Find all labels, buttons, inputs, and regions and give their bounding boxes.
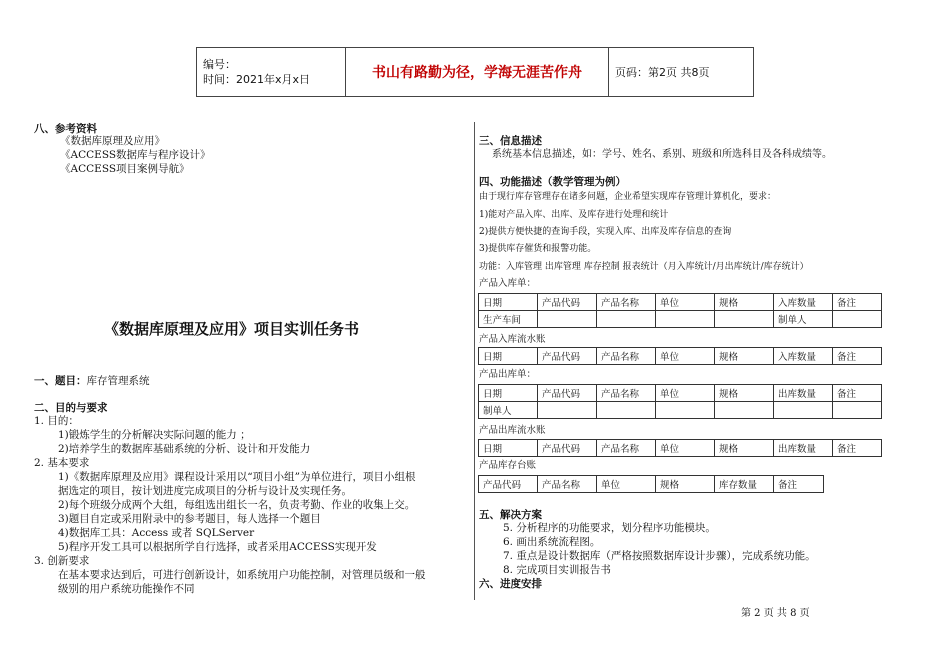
- table-cell: 产品名称: [597, 440, 656, 457]
- table-cell: [597, 402, 656, 419]
- paragraph: 据选定的项目，按计划进度完成项目的分析与设计及实现任务。: [58, 485, 352, 497]
- time-label: 时间：2021年x月x日: [203, 73, 311, 86]
- paragraph: 功能：入库管理 出库管理 库存控制 报表统计（月入库统计/月出库统计/库存统计）: [479, 262, 809, 272]
- table-cell: 产品代码: [538, 294, 597, 311]
- table-cell: 备注: [833, 385, 882, 402]
- table-caption: 产品入库单：: [479, 278, 537, 289]
- table-cell: 单位: [656, 440, 715, 457]
- table-cell: [538, 311, 597, 328]
- table-cell: 制单人: [774, 311, 833, 328]
- section-8-title: 八、参考资料: [34, 123, 97, 135]
- table-cell: 库存数量: [715, 476, 774, 493]
- paragraph: 4)数据库工具：Access 或者 SQLServer: [58, 527, 255, 539]
- document-title: 《数据库原理及应用》项目实训任务书: [104, 320, 360, 338]
- table-cell: 入库数量: [774, 294, 833, 311]
- table-cell: 出库数量: [774, 440, 833, 457]
- column-divider: [474, 122, 475, 600]
- paragraph: 由于现行库存管理存在诸多问题，企业希望实现库存管理计算机化，要求：: [479, 192, 777, 202]
- paragraph: 1)能对产品入库、出库、及库存进行处理和统计: [479, 210, 669, 220]
- table-caption: 产品出库单：: [479, 369, 537, 380]
- table-cell: 产品名称: [538, 476, 597, 493]
- reference-item: 《ACCESS项目案例导航》: [60, 163, 190, 175]
- reference-item: 《ACCESS数据库与程序设计》: [60, 149, 211, 161]
- number-label: 编号：: [203, 58, 236, 71]
- paragraph: 5. 分析程序的功能要求，划分程序功能模块。: [503, 522, 716, 534]
- paragraph: 1)锻炼学生的分析解决实际问题的能力 ；: [58, 429, 251, 441]
- table-cell: 产品名称: [597, 348, 656, 365]
- paragraph: 1)《数据库原理及应用》课程设计采用以“项目小组”为单位进行，项目小组根: [58, 471, 416, 483]
- page-footer: 第 2 页 共 8 页: [741, 608, 810, 619]
- table-cell: 单位: [656, 294, 715, 311]
- table-row: [479, 294, 882, 311]
- paragraph: 8. 完成项目实训报告书: [503, 564, 611, 576]
- table-cell: [597, 311, 656, 328]
- section-3-text: 系统基本信息描述，如：学号、姓名、系别、班级和所选科目及各科成绩等。: [492, 149, 832, 160]
- paragraph: 2)每个班级分成两个大组，每组选出组长一名，负责考勤、作业的收集上交。: [58, 499, 416, 511]
- table-cell: 规格: [715, 385, 774, 402]
- paragraph: 1. 目的：: [34, 415, 79, 427]
- inventory-ledger-table: [478, 475, 824, 493]
- table-cell: 规格: [715, 348, 774, 365]
- table-cell: 产品代码: [538, 385, 597, 402]
- section-5-title: 五、解决方案: [479, 509, 542, 521]
- table-cell: 规格: [656, 476, 715, 493]
- paragraph: 3)题目自定或采用附录中的参考题目，每人选择一个题目: [58, 513, 321, 525]
- table-cell: [538, 402, 597, 419]
- section-1-value: 库存管理系统: [86, 375, 150, 387]
- table-cell: 日期: [479, 294, 538, 311]
- page-label: 页码：第2页 共8页: [609, 48, 754, 97]
- paragraph: 级别的用户系统功能操作不同: [58, 583, 195, 595]
- motto: 书山有路勤为径，学海无涯苦作舟: [346, 48, 609, 97]
- section-2-title: 二、目的与要求: [34, 402, 108, 414]
- table-cell: [715, 402, 774, 419]
- table-cell: 日期: [479, 348, 538, 365]
- paragraph: 2)提供方便快捷的查询手段，实现入库、出库及库存信息的查询: [479, 227, 732, 237]
- paragraph: 6. 画出系统流程图。: [503, 536, 601, 548]
- section-1-title: 一、题目：: [34, 375, 87, 387]
- table-cell: 单位: [656, 385, 715, 402]
- table-cell: 出库数量: [774, 385, 833, 402]
- section-4-title: 四、功能描述（教学管理为例）: [479, 176, 626, 188]
- table-cell: 备注: [774, 476, 824, 493]
- table-cell: 产品名称: [597, 294, 656, 311]
- table-cell: 入库数量: [774, 348, 833, 365]
- table-cell: 生产车间: [479, 311, 538, 328]
- table-row: [479, 348, 882, 365]
- paragraph: 7. 重点是设计数据库（严格按照数据库设计步骤），完成系统功能。: [503, 550, 816, 562]
- paragraph: 2. 基本要求: [34, 457, 90, 469]
- section-6-title: 六、进度安排: [479, 578, 542, 590]
- table-cell: 备注: [833, 294, 882, 311]
- stock-out-form-table: [478, 384, 882, 419]
- header-left-cell: [197, 48, 346, 97]
- paragraph: 3)提供库存催货和报警功能。: [479, 244, 597, 254]
- table-cell: 日期: [479, 440, 538, 457]
- stock-in-ledger-table: [478, 347, 882, 365]
- header-table: [196, 47, 754, 97]
- table-cell: [774, 402, 833, 419]
- paragraph: 5)程序开发工具可以根据所学自行选择，或者采用ACCESS实现开发: [58, 541, 377, 553]
- table-cell: [715, 311, 774, 328]
- section-3-title: 三、信息描述: [479, 135, 542, 147]
- table-row: [479, 476, 824, 493]
- table-cell: 单位: [656, 348, 715, 365]
- table-caption: 产品出库流水账: [479, 425, 546, 436]
- table-row: [479, 311, 882, 328]
- table-row: [479, 385, 882, 402]
- table-cell: [656, 311, 715, 328]
- stock-in-form-table: [478, 293, 882, 328]
- table-row: [479, 440, 882, 457]
- table-caption: 产品库存台账: [479, 460, 537, 471]
- stock-out-ledger-table: [478, 439, 882, 457]
- table-cell: [833, 402, 882, 419]
- table-cell: 产品名称: [597, 385, 656, 402]
- table-cell: 备注: [833, 348, 882, 365]
- table-cell: 日期: [479, 385, 538, 402]
- table-cell: 规格: [715, 294, 774, 311]
- paragraph: 在基本要求达到后，可进行创新设计，如系统用户功能控制，对管理员级和一般: [58, 569, 426, 581]
- table-cell: 单位: [597, 476, 656, 493]
- table-caption: 产品入库流水账: [479, 334, 546, 345]
- table-cell: 产品代码: [538, 440, 597, 457]
- table-cell: [656, 402, 715, 419]
- table-row: [479, 402, 882, 419]
- paragraph: 2)培养学生的数据库基础系统的分析、设计和开发能力: [58, 443, 311, 455]
- paragraph: 3. 创新要求: [34, 555, 90, 567]
- table-cell: 制单人: [479, 402, 538, 419]
- reference-item: 《数据库原理及应用》: [60, 135, 165, 147]
- table-cell: [833, 311, 882, 328]
- section-1: [34, 374, 150, 388]
- table-cell: 产品代码: [479, 476, 538, 493]
- table-cell: 产品代码: [538, 348, 597, 365]
- table-cell: 规格: [715, 440, 774, 457]
- table-cell: 备注: [833, 440, 882, 457]
